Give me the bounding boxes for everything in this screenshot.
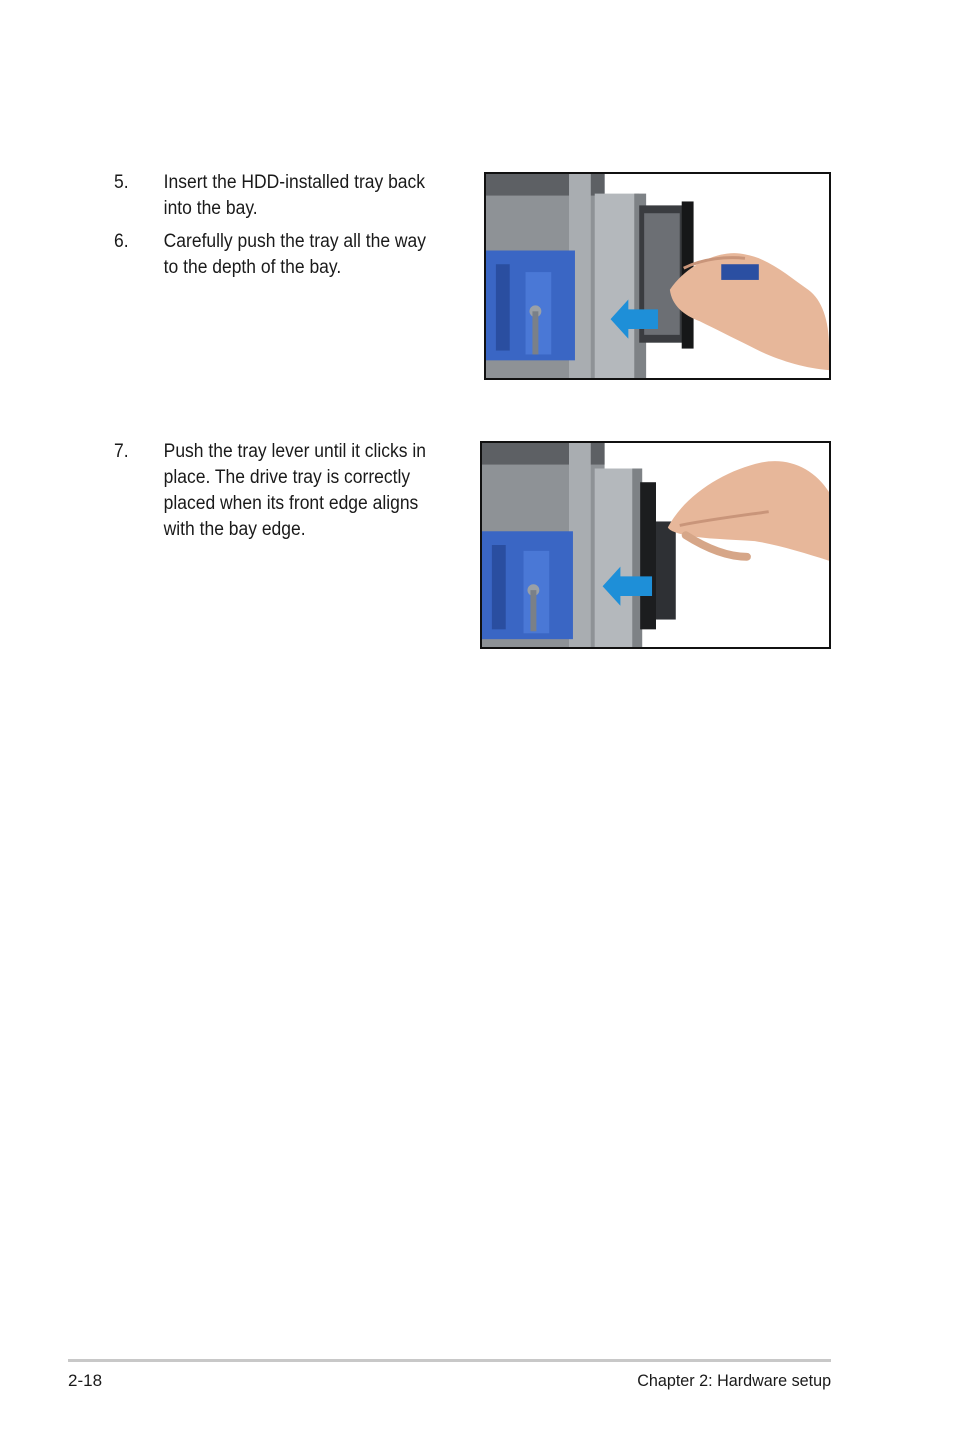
step-text: Insert the HDD-installed tray back into the bay. — [163, 172, 426, 219]
lever-push-photo — [480, 441, 831, 649]
step-text: Push the tray lever until it clicks in place. The drive tray is correctly placed when its front edge aligns with the bay edge. — [163, 441, 426, 540]
chapter-title: Chapter 2: Hardware setup — [637, 1371, 831, 1390]
tray-insert-photo — [484, 172, 831, 380]
page-number: 2-18 — [68, 1371, 103, 1390]
footer-rule — [68, 1359, 831, 1362]
tray-insert-illustration — [486, 174, 829, 378]
lever-push-illustration — [482, 443, 829, 647]
step-number: 5. — [114, 172, 129, 193]
step-number: 6. — [114, 231, 129, 252]
step-number: 7. — [114, 441, 129, 462]
step-text: Carefully push the tray all the way to the depth of the bay. — [163, 231, 427, 278]
